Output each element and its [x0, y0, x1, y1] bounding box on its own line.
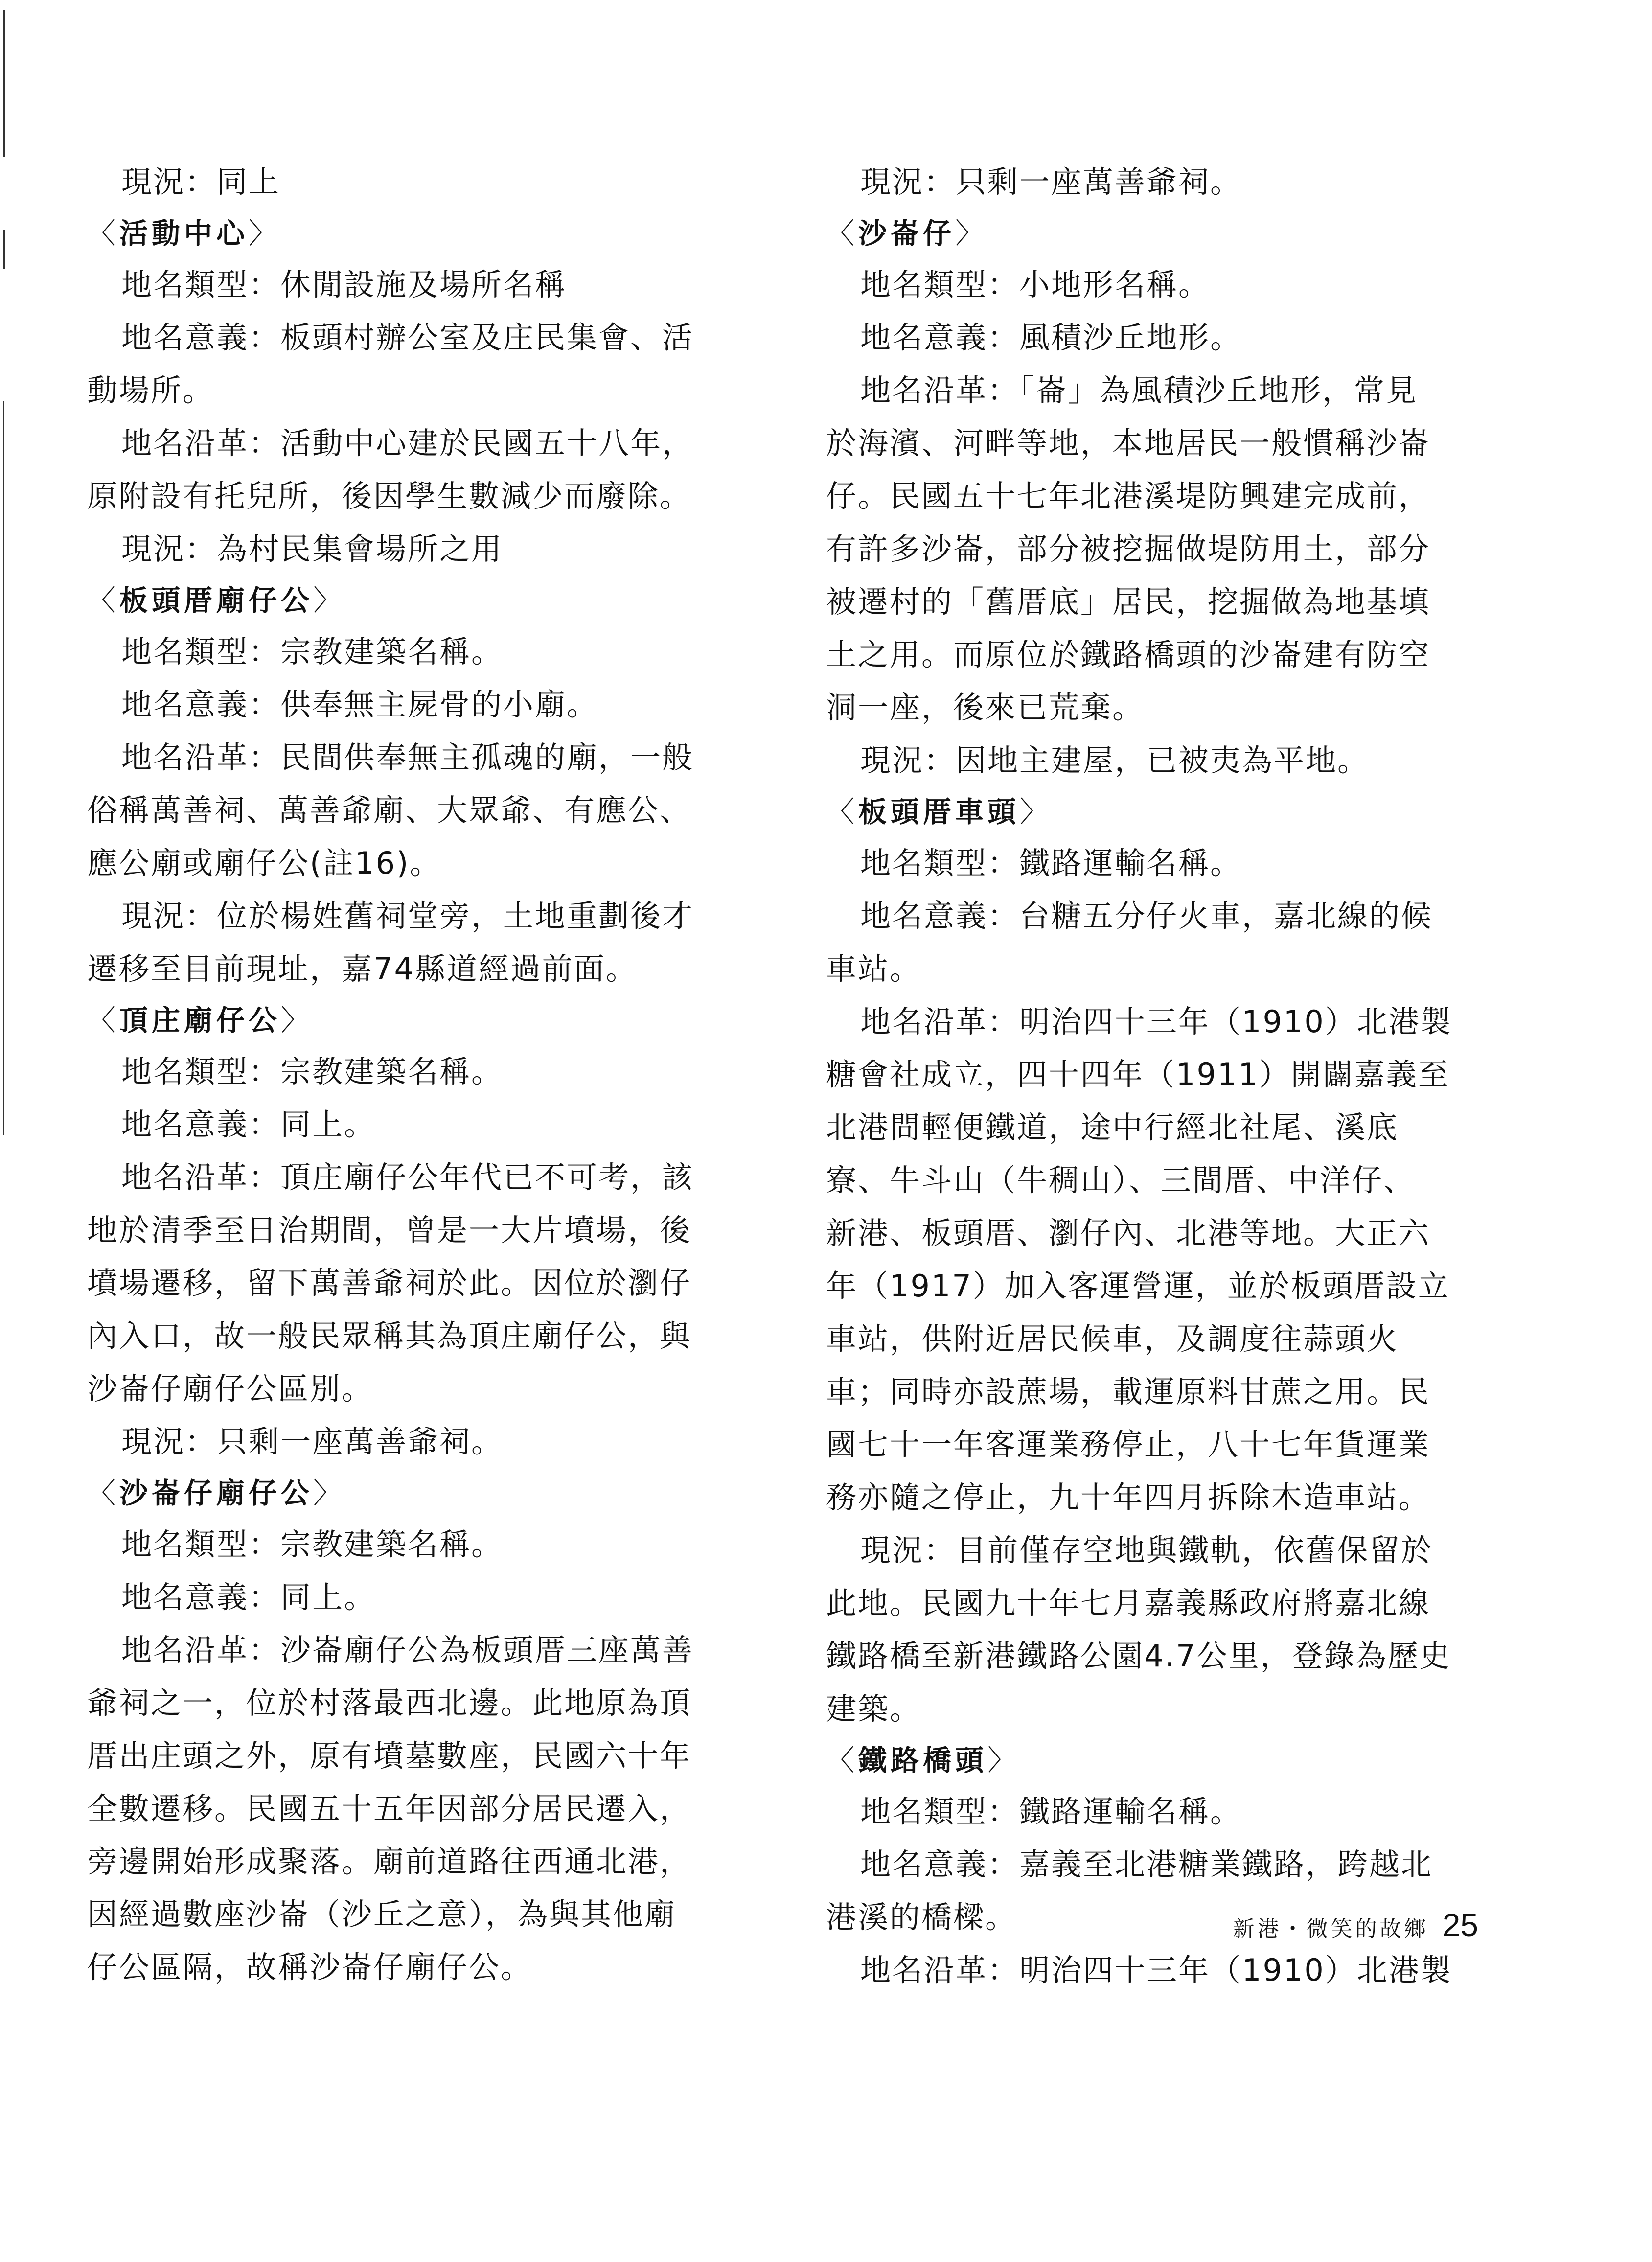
text-line: 地名沿革：活動中心建於民國五十八年， [121, 425, 694, 461]
scan-edge-mark [3, 10, 5, 157]
text-line: 於海濱、河畔等地，本地居民一般慣稱沙崙 [826, 425, 1431, 461]
text-line: 仔公區隔，故稱沙崙仔廟仔公。 [87, 1949, 533, 1985]
text-line: 車；同時亦設蔗場，載運原料甘蔗之用。民 [826, 1374, 1431, 1409]
text-line: 地名意義：供奉無主屍骨的小廟。 [121, 687, 599, 722]
entry-heading-text: 沙崙仔 [858, 217, 956, 250]
text-line: 現況：目前僅存空地與鐵軌，依舊保留於 [860, 1532, 1433, 1568]
text-line: 務亦隨之停止，九十年四月拆除木造車站。 [826, 1479, 1431, 1515]
text-line: 港溪的橋樑。 [826, 1899, 1017, 1935]
entry-heading-text: 頂庄廟仔公 [119, 1004, 281, 1037]
text-line: 車站，供附近居民候車，及調度往蒜頭火 [826, 1321, 1399, 1357]
text-line: 仔。民國五十七年北港溪堤防興建完成前， [826, 478, 1431, 514]
text-line: 洞一座，後來已荒棄。 [826, 690, 1145, 725]
text-line: 地名意義：台糖五分仔火車，嘉北線的候 [860, 898, 1433, 934]
entry-heading [87, 995, 782, 1045]
text-line: 地名類型：鐵路運輸名稱。 [860, 845, 1242, 881]
text-line: 地名類型：宗教建築名稱。 [121, 1054, 504, 1089]
text-line: 俗稱萬善祠、萬善爺廟、大眾爺、有應公、 [87, 792, 692, 828]
text-line: 地於清季至日治期間，曾是一大片墳場，後 [87, 1212, 692, 1248]
text-line: 地名沿革：頂庄廟仔公年代已不可考，該 [121, 1159, 694, 1195]
text-line: 土之用。而原位於鐵路橋頭的沙崙建有防空 [826, 637, 1431, 672]
heading-bracket-close: 〉 [313, 1477, 346, 1510]
text-line: 內入口，故一般民眾稱其為頂庄廟仔公，與 [87, 1318, 692, 1354]
text-line: 地名沿革：沙崙廟仔公為板頭厝三座萬善 [121, 1632, 694, 1668]
text-line: 旁邊開始形成聚落。廟前道路往西通北港， [87, 1844, 692, 1879]
heading-bracket-open: 〈 [826, 217, 859, 250]
scan-edge-mark [3, 230, 5, 269]
text-line: 地名類型：宗教建築名稱。 [121, 1526, 504, 1562]
text-line: 地名意義：同上。 [121, 1107, 376, 1142]
entry-heading-text: 鐵路橋頭 [858, 1744, 988, 1777]
text-line: 地名意義：風積沙丘地形。 [860, 320, 1242, 355]
entry-heading [826, 787, 1521, 837]
entry-heading [87, 1468, 782, 1518]
text-line: 糖會社成立，四十四年（1911）開闢嘉義至 [826, 1057, 1450, 1092]
entry-heading [826, 1735, 1521, 1785]
text-line: 現況：只剩一座萬善爺祠。 [860, 164, 1242, 200]
text-line: 墳場遷移，留下萬善爺祠於此。因位於瀏仔 [87, 1265, 692, 1301]
text-line: 應公廟或廟仔公(註16)。 [87, 845, 442, 881]
footer-book-title: 新港・微笑的故鄉 [1233, 1916, 1429, 1941]
text-line: 國七十一年客運業務停止，八十七年貨運業 [826, 1427, 1431, 1462]
text-line: 地名沿革：明治四十三年（1910）北港製 [860, 1952, 1452, 1988]
text-line: 現況：為村民集會場所之用 [121, 531, 504, 567]
text-line: 鐵路橋至新港鐵路公園4.7公里，登錄為歷史 [826, 1638, 1451, 1674]
text-line: 建築。 [826, 1691, 922, 1727]
text-line: 地名類型：鐵路運輸名稱。 [860, 1794, 1242, 1829]
page-number: 25 [1442, 1907, 1478, 1943]
entry-heading-text: 板頭厝車頭 [858, 795, 1020, 829]
entry-heading-text: 沙崙仔廟仔公 [119, 1477, 314, 1510]
text-line: 厝出庄頭之外，原有墳墓數座，民國六十年 [87, 1738, 692, 1774]
text-line: 地名類型：宗教建築名稱。 [121, 634, 504, 669]
heading-bracket-open: 〈 [87, 1477, 120, 1510]
text-line: 此地。民國九十年七月嘉義縣政府將嘉北線 [826, 1585, 1431, 1621]
entry-heading-text: 板頭厝廟仔公 [119, 584, 314, 617]
text-line: 地名意義：板頭村辦公室及庄民集會、活 [121, 320, 694, 355]
text-line: 寮、牛斗山（牛稠山）、三間厝、中洋仔、 [826, 1162, 1416, 1198]
text-line: 現況：同上 [121, 164, 281, 200]
text-line: 新港、板頭厝、瀏仔內、北港等地。大正六 [826, 1215, 1431, 1251]
text-line: 地名類型：休閒設施及場所名稱 [121, 267, 567, 302]
text-line: 地名沿革：明治四十三年（1910）北港製 [860, 1004, 1452, 1039]
entry-heading [87, 576, 782, 625]
text-line: 年（1917）加入客運營運，並於板頭厝設立 [826, 1268, 1450, 1304]
heading-bracket-close: 〉 [1020, 795, 1053, 829]
text-line: 現況：只剩一座萬善爺祠。 [121, 1424, 504, 1459]
text-line: 遷移至目前現址，嘉74縣道經過前面。 [87, 951, 638, 987]
text-line: 車站。 [826, 951, 922, 987]
text-line: 爺祠之一，位於村落最西北邊。此地原為頂 [87, 1685, 692, 1721]
text-line: 現況：位於楊姓舊祠堂旁，土地重劃後才 [121, 898, 694, 934]
text-line: 北港間輕便鐵道，途中行經北社尾、溪底 [826, 1109, 1399, 1145]
right-column [826, 156, 1521, 1997]
scan-edge-mark [3, 401, 4, 1135]
text-line: 地名意義：嘉義至北港糖業鐵路，跨越北 [860, 1847, 1433, 1882]
text-line: 沙崙仔廟仔公區別。 [87, 1371, 374, 1407]
heading-bracket-open: 〈 [826, 795, 859, 829]
heading-bracket-close: 〉 [249, 217, 281, 250]
text-line: 有許多沙崙，部分被挖掘做堤防用土，部分 [826, 531, 1431, 567]
page-footer [1233, 1906, 1478, 1943]
text-line: 因經過數座沙崙（沙丘之意），為與其他廟 [87, 1896, 677, 1932]
heading-bracket-open: 〈 [87, 217, 120, 250]
text-line: 現況：因地主建屋，已被夷為平地。 [860, 742, 1370, 778]
heading-bracket-open: 〈 [87, 584, 120, 617]
heading-bracket-open: 〈 [87, 1004, 120, 1037]
heading-bracket-open: 〈 [826, 1744, 859, 1777]
text-line: 被遷村的「舊厝底」居民，挖掘做為地基填 [826, 584, 1431, 620]
text-line: 原附設有托兒所，後因學生數減少而廢除。 [87, 478, 692, 514]
heading-bracket-close: 〉 [281, 1004, 314, 1037]
heading-bracket-close: 〉 [313, 584, 346, 617]
entry-heading [826, 208, 1521, 258]
text-line: 地名沿革：「崙」為風積沙丘地形，常見 [860, 372, 1418, 408]
text-line: 地名沿革：民間供奉無主孤魂的廟，一般 [121, 739, 694, 775]
text-line: 地名意義：同上。 [121, 1579, 376, 1615]
heading-bracket-close: 〉 [987, 1744, 1020, 1777]
heading-bracket-close: 〉 [955, 217, 988, 250]
entry-heading-text: 活動中心 [119, 217, 249, 250]
left-column [87, 156, 782, 1994]
text-line: 地名類型：小地形名稱。 [860, 267, 1211, 302]
entry-heading [87, 208, 782, 258]
text-line: 動場所。 [87, 372, 215, 408]
text-line: 全數遷移。民國五十五年因部分居民遷入， [87, 1791, 692, 1826]
